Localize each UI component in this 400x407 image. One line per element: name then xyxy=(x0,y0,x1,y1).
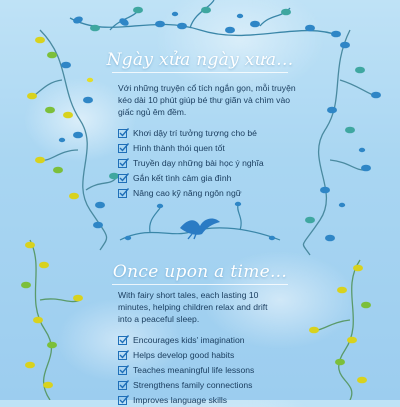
list-item xyxy=(118,155,264,170)
english-heading: Once upon a time... xyxy=(112,262,288,282)
list-item-label: Improves language skills xyxy=(133,394,228,405)
checkbox-check-icon xyxy=(118,173,129,183)
list-item xyxy=(118,170,264,185)
list-item-label: Teaches meaningful life lessons xyxy=(133,364,255,375)
checkbox-check-icon xyxy=(118,188,129,198)
checkbox-check-icon xyxy=(118,158,129,168)
heading-divider xyxy=(112,284,288,285)
list-item-label: Strengthens family connections xyxy=(133,379,253,390)
list-item xyxy=(118,347,254,362)
english-benefit-list xyxy=(118,332,254,407)
vietnamese-intro: Với những truyện cổ tích ngắn gọn, mỗi truyện kéo dài 10 phút giúp bé thư giãn và chìm vào giấc ngủ êm đềm. xyxy=(118,83,296,117)
vietnamese-heading: Ngày xửa ngày xưa... xyxy=(106,50,294,70)
list-item-label: Hình thành thói quen tốt xyxy=(133,142,225,153)
list-item-label: Truyền dạy những bài học ý nghĩa xyxy=(133,157,264,168)
list-item xyxy=(118,332,254,347)
list-item-label: Encourages kids' imagination xyxy=(133,334,245,345)
list-item-label: Helps develop good habits xyxy=(133,349,235,360)
vietnamese-benefit-list xyxy=(118,125,264,200)
top-vine xyxy=(70,0,340,36)
list-item xyxy=(118,185,264,200)
checkbox-check-icon xyxy=(118,143,129,153)
list-item xyxy=(118,377,254,392)
list-item-label: Gắn kết tình cảm gia đình xyxy=(133,172,232,183)
blue-bird-icon xyxy=(178,214,222,240)
checkbox-check-icon xyxy=(118,335,129,345)
heading-divider xyxy=(112,72,288,73)
checkbox-check-icon xyxy=(118,128,129,138)
checkbox-check-icon xyxy=(118,350,129,360)
checkbox-check-icon xyxy=(118,365,129,375)
list-item xyxy=(118,362,254,377)
checkbox-check-icon xyxy=(118,380,129,390)
list-item xyxy=(118,140,264,155)
list-item xyxy=(118,125,264,140)
english-intro: With fairy short tales, each lasting 10 minutes, helping children relax and drift into a peaceful sleep. xyxy=(118,290,268,324)
list-item-label: Nâng cao kỹ năng ngôn ngữ xyxy=(133,187,242,198)
list-item-label: Khơi dậy trí tưởng tượng cho bé xyxy=(133,127,257,138)
